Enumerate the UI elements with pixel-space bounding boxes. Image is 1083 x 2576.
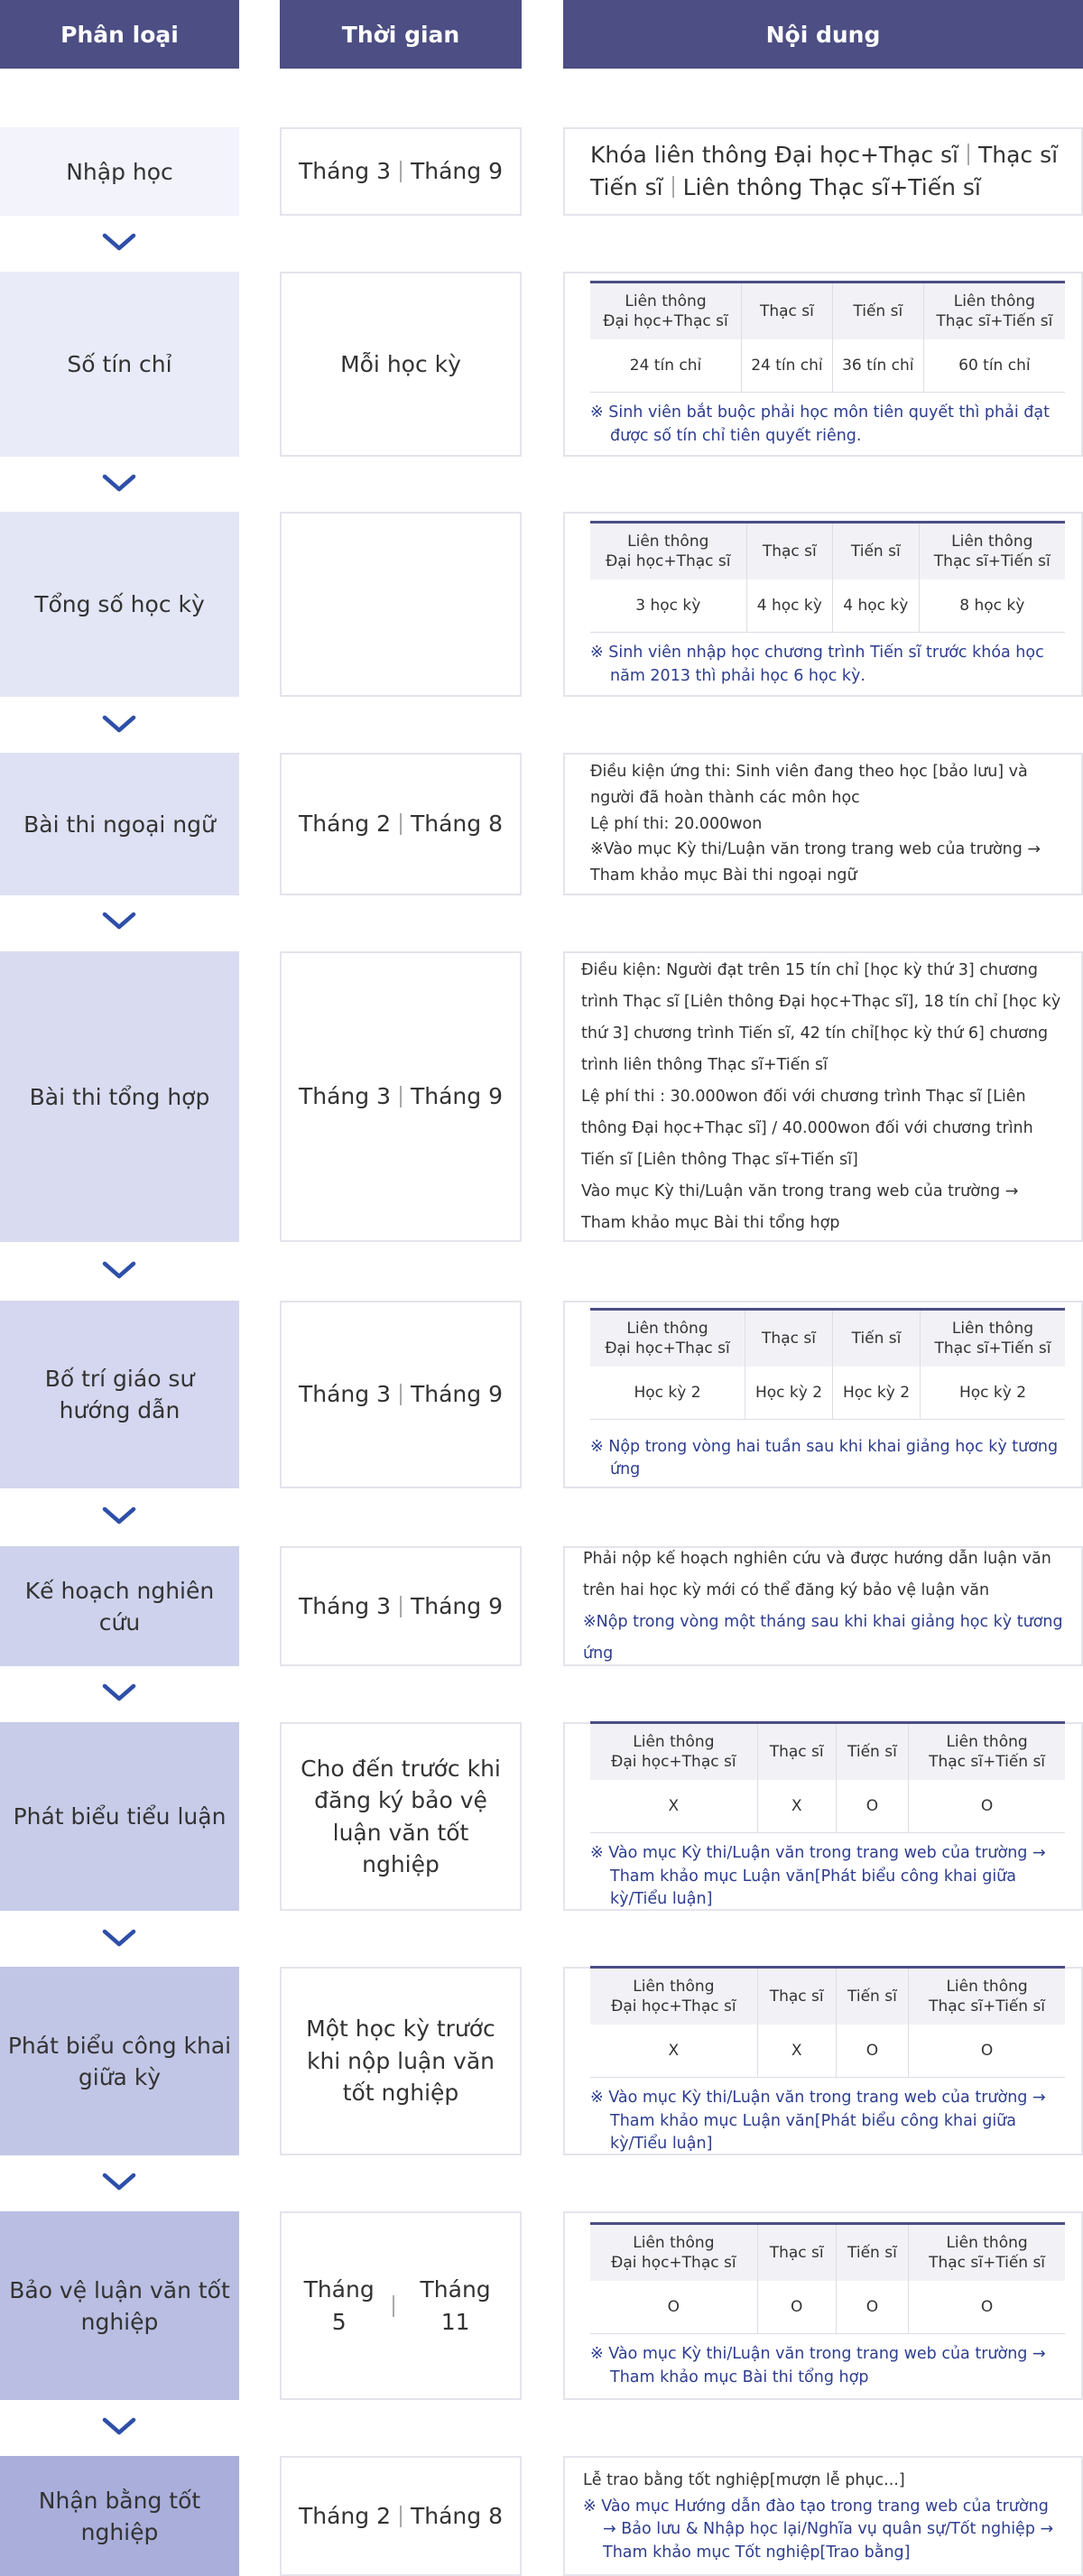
time-value: Một học kỳ trước khi nộp luận văn tốt nghiệp (306, 2015, 495, 2107)
table-cell: O (590, 2281, 757, 2334)
table-cell: O (909, 2281, 1065, 2334)
col-header (590, 283, 742, 340)
col-lt-ts-ts-line1: Liên thông (953, 292, 1035, 311)
time-tong-so-hoc-ky (280, 512, 522, 697)
category-tong-hop: Bài thi tổng hợp (0, 951, 239, 1242)
col-header-line: Thạc sĩ (769, 1743, 824, 1762)
col-header (590, 1723, 757, 1781)
time-value: Cho đến trước khi đăng ký bảo vệ luận văn tốt nghiệp (301, 1755, 501, 1877)
category-giua-ky: Phát biểu công khai giữa kỳ (0, 1967, 239, 2155)
table-cell: O (909, 2025, 1065, 2078)
header-content: Nội dung (563, 0, 1083, 69)
time-a: Tháng 3 (298, 1381, 391, 1408)
col-header-line: Liên thông (946, 1733, 1028, 1752)
note: ※ Vào mục Kỳ thi/Luận văn trong trang web của trường → Tham khảo mục Bài thi tổng hợp (590, 2345, 1046, 2386)
category-nhap-hoc: Nhập học (0, 127, 239, 216)
separator (400, 161, 402, 182)
note: ※ Sinh viên nhập học chương trình Tiến sĩ trước khóa học năm 2013 thì phải học 6 học kỳ. (590, 644, 1044, 685)
program-3: Tiến sĩ (590, 174, 663, 200)
table-cell: O (836, 2281, 908, 2334)
table-cell: O (836, 2025, 908, 2078)
time-ngoai-ngu (280, 753, 522, 895)
content-nhap-hoc (563, 127, 1083, 216)
chevron-down-icon (101, 2172, 137, 2191)
ceremony-text: Lễ trao bằng tốt nghiệp[mượn lễ phục...] (583, 2471, 905, 2489)
col-header (909, 1723, 1065, 1781)
time-value: Mỗi học kỳ (340, 350, 461, 377)
content-ngoai-ngu (563, 753, 1083, 895)
col-header (757, 1723, 836, 1781)
time-a: Tháng 3 (298, 1083, 391, 1110)
note: ※ Vào mục Kỳ thi/Luận văn trong trang web của trường → Tham khảo mục Luận văn[Phát biểu công khai giữa kỳ/Tiểu luận] (590, 2089, 1046, 2154)
table-cell: 24 tín chỉ (590, 339, 742, 393)
col-header (909, 1968, 1065, 2025)
col-header-line: Thạc sĩ+Tiến sĩ (929, 1753, 1046, 1772)
fee-text: Lệ phí thi: 20.000won (590, 814, 763, 833)
table-cell: 24 tín chỉ (742, 339, 833, 393)
col-header (757, 2224, 836, 2282)
table-cell: 3 học kỳ (590, 579, 746, 633)
table-cell: X (590, 2025, 757, 2078)
category-ngoai-ngu: Bài thi ngoại ngữ (0, 753, 239, 895)
col-header (590, 1309, 745, 1367)
col-header (833, 523, 920, 580)
content-tong-hop (563, 951, 1083, 1242)
col-lt-dh-ts-line2: Đại học+Thạc sĩ (603, 312, 728, 331)
separator (400, 1086, 402, 1107)
table-cell: Học kỳ 2 (745, 1367, 833, 1420)
separator (393, 2295, 394, 2317)
col-header-line: Liên thông (946, 2234, 1028, 2253)
col-header-line: Tiến sĩ (847, 1743, 897, 1762)
col-header (745, 1309, 833, 1367)
time-b: Tháng 9 (411, 1381, 504, 1408)
chevron-down-icon (101, 1506, 137, 1525)
separator (400, 1384, 402, 1405)
category-so-tin-chi: Số tín chỉ (0, 272, 239, 457)
time-giua-ky (280, 1967, 522, 2155)
category-tieu-luan: Phát biểu tiểu luận (0, 1722, 239, 1911)
time-b: Tháng 8 (411, 2502, 504, 2529)
note: ※ Vào mục Kỳ thi/Luận văn trong trang web của trường → Tham khảo mục Luận văn[Phát biểu công khai giữa kỳ/Tiểu luận] (590, 1844, 1046, 1909)
time-a: Tháng 2 (298, 2502, 391, 2529)
col-header (833, 1309, 921, 1367)
essay-table (590, 1721, 1065, 1833)
col-header-line: Thạc sĩ+Tiến sĩ (934, 1339, 1051, 1357)
category-bang: Nhận bằng tốt nghiệp (0, 2456, 239, 2576)
table-cell: 36 tín chỉ (832, 339, 923, 393)
condition-text: Điều kiện: Người đạt trên 15 tín chỉ [học kỳ thứ 3] chương trình Thạc sĩ [Liên thông Đại học+Thạc sĩ], 18 tín chỉ [học kỳ thứ 3] chương trình Tiến sĩ, 42 tín chỉ[học kỳ thứ 6] chương trình liên thông Thạc sĩ+Tiến sĩ (581, 960, 1061, 1074)
time-a: Tháng 3 (298, 158, 391, 185)
note: ※ Sinh viên bắt buộc phải học môn tiên quyết thì phải đạt được số tín chỉ tiên quyết riêng. (590, 403, 1050, 445)
col-header-line: Liên thông (951, 533, 1033, 551)
requirement-text: Phải nộp kế hoạch nghiên cứu và được hướng dẫn luận văn trên hai học kỳ mới có thể đăng ký bảo vệ luận văn (583, 1549, 1051, 1599)
col-lt-ts-ts-line2: Thạc sĩ+Tiến sĩ (936, 312, 1053, 331)
col-header-line: Thạc sĩ+Tiến sĩ (929, 2254, 1046, 2273)
chevron-down-icon (101, 1682, 137, 1702)
table-cell: 60 tín chỉ (923, 339, 1065, 393)
content-so-tin-chi (563, 272, 1083, 457)
advisor-table (590, 1308, 1065, 1420)
separator (400, 1596, 402, 1617)
chevron-down-icon (101, 1260, 137, 1280)
col-header-line: Thạc sĩ (769, 1988, 824, 2006)
semesters-table (590, 521, 1065, 633)
condition-text: Điều kiện ứng thi: Sinh viên đang theo học [bảo lưu] và người đã hoàn thành các môn học (590, 762, 1028, 807)
table-cell: 4 học kỳ (746, 579, 833, 633)
col-header-line: Liên thông (633, 1978, 715, 1997)
table-cell: Học kỳ 2 (920, 1367, 1065, 1420)
table-cell: 8 học kỳ (919, 579, 1065, 633)
midterm-table (590, 1966, 1065, 2078)
content-bang (563, 2456, 1083, 2576)
defense-table (590, 2222, 1065, 2334)
note: ※ Nộp trong vòng hai tuần sau khi khai giảng học kỳ tương ứng (590, 1437, 1059, 1478)
separator (672, 176, 674, 198)
program-1: Khóa liên thông Đại học+Thạc sĩ (590, 141, 958, 168)
col-header: Tiến sĩ (832, 283, 923, 340)
separator (400, 2506, 402, 2527)
time-a: Tháng 5 (303, 2276, 375, 2335)
col-header-line: Đại học+Thạc sĩ (611, 2254, 736, 2273)
time-nhap-hoc (280, 127, 522, 216)
col-header-line: Tiến sĩ (847, 1988, 897, 2006)
time-tong-hop (280, 951, 522, 1242)
header-category: Phân loại (0, 0, 239, 69)
reference-text: Vào mục Kỳ thi/Luận văn trong trang web của trường → Tham khảo mục Bài thi tổng hợp (581, 1181, 1019, 1232)
col-header-line: Đại học+Thạc sĩ (606, 552, 731, 571)
time-bao-ve (280, 2211, 522, 2400)
col-header: Thạc sĩ (742, 283, 833, 340)
program-2: Thạc sĩ (977, 141, 1059, 168)
content-giua-ky (563, 1967, 1083, 2155)
col-header-line: Tiến sĩ (850, 542, 901, 561)
table-cell: O (757, 2281, 836, 2334)
time-so-tin-chi (280, 272, 522, 457)
col-header-line: Thạc sĩ (769, 2244, 824, 2263)
time-tieu-luan (280, 1722, 522, 1911)
col-header-line: Đại học+Thạc sĩ (611, 1753, 736, 1772)
note: ※Nộp trong vòng một tháng sau khi khai giảng học kỳ tương ứng (583, 1612, 1063, 1663)
category-bao-ve: Bảo vệ luận văn tốt nghiệp (0, 2211, 239, 2400)
separator (967, 144, 969, 165)
table-cell: X (590, 1780, 757, 1833)
col-header (919, 523, 1065, 580)
credits-table (590, 281, 1065, 393)
col-header-line: Đại học+Thạc sĩ (605, 1339, 730, 1357)
note: ※ Vào mục Hướng dẫn đào tạo trong trang web của trường → Bảo lưu & Nhập học lại/Nghĩa vụ quân sự/Tốt nghiệp → Tham khảo mục Tốt nghiệp[Trao bằng] (583, 2497, 1054, 2562)
col-header (836, 2224, 908, 2282)
col-header (909, 2224, 1065, 2282)
time-b: Tháng 9 (411, 158, 504, 185)
chevron-down-icon (101, 232, 137, 252)
col-header-line: Thạc sĩ+Tiến sĩ (929, 1997, 1046, 2016)
col-header-line: Thạc sĩ+Tiến sĩ (933, 552, 1051, 571)
chevron-down-icon (101, 1928, 137, 1948)
content-tong-so-hoc-ky (563, 512, 1083, 697)
time-a: Tháng 3 (298, 1592, 391, 1619)
time-b: Tháng 8 (411, 811, 504, 838)
program-4: Liên thông Thạc sĩ+Tiến sĩ (682, 174, 981, 200)
col-header-line: Thạc sĩ (762, 1329, 816, 1348)
table-cell: Học kỳ 2 (833, 1367, 921, 1420)
reference-text: ※Vào mục Kỳ thi/Luận văn trong trang web của trường → Tham khảo mục Bài thi ngoại ngữ (590, 840, 1041, 885)
col-lt-dh-ts-line1: Liên thông (625, 292, 707, 311)
time-giao-su (280, 1301, 522, 1488)
time-b: Tháng 9 (411, 1592, 504, 1619)
category-tong-so-hoc-ky: Tổng số học kỳ (0, 512, 239, 697)
program-list (590, 139, 1065, 205)
col-header (836, 1968, 908, 2025)
col-header (746, 523, 833, 580)
col-header (836, 1723, 908, 1781)
table-cell: X (757, 1780, 836, 1833)
time-bang (280, 2456, 522, 2576)
col-header-line: Liên thông (946, 1978, 1028, 1997)
content-ke-hoach (563, 1546, 1083, 1666)
separator (400, 813, 402, 835)
chevron-down-icon (101, 473, 137, 493)
col-header-line: Liên thông (626, 1319, 708, 1338)
time-b: Tháng 11 (420, 2276, 491, 2335)
chevron-down-icon (101, 2416, 137, 2436)
col-header-line: Liên thông (951, 1319, 1034, 1338)
col-header-line: Liên thông (633, 1733, 715, 1752)
table-cell: O (836, 1780, 908, 1833)
chevron-down-icon (101, 911, 137, 931)
col-header-line: Thạc sĩ (762, 542, 817, 561)
col-header (757, 1968, 836, 2025)
col-header-line: Liên thông (627, 533, 709, 551)
col-header (590, 523, 746, 580)
time-b: Tháng 9 (411, 1083, 504, 1110)
fee-text: Lệ phí thi : 30.000won đối với chương trình Thạc sĩ [Liên thông Đại học+Thạc sĩ] / 40.000won đối với chương trình Tiến sĩ [Liên thông Thạc sĩ+Tiến sĩ] (581, 1087, 1033, 1169)
category-ke-hoach: Kế hoạch nghiên cứu (0, 1546, 239, 1666)
content-tieu-luan (563, 1722, 1083, 1911)
table-cell: O (909, 1780, 1065, 1833)
time-ke-hoach (280, 1546, 522, 1666)
chevron-down-icon (101, 714, 137, 734)
col-header (590, 1968, 757, 2025)
content-bao-ve (563, 2211, 1083, 2400)
col-header-line: Tiến sĩ (851, 1329, 902, 1348)
header-time: Thời gian (280, 0, 522, 69)
col-header (923, 283, 1065, 340)
content-giao-su (563, 1301, 1083, 1488)
table-cell: X (757, 2025, 836, 2078)
time-a: Tháng 2 (298, 811, 391, 838)
table-cell: 4 học kỳ (833, 579, 920, 633)
category-giao-su: Bố trí giáo sư hướng dẫn (0, 1301, 239, 1488)
col-header-line: Liên thông (633, 2234, 715, 2253)
table-cell: Học kỳ 2 (590, 1367, 745, 1420)
col-header (920, 1309, 1065, 1367)
col-header-line: Đại học+Thạc sĩ (611, 1997, 736, 2016)
col-header (590, 2224, 757, 2282)
col-header-line: Tiến sĩ (847, 2244, 897, 2263)
